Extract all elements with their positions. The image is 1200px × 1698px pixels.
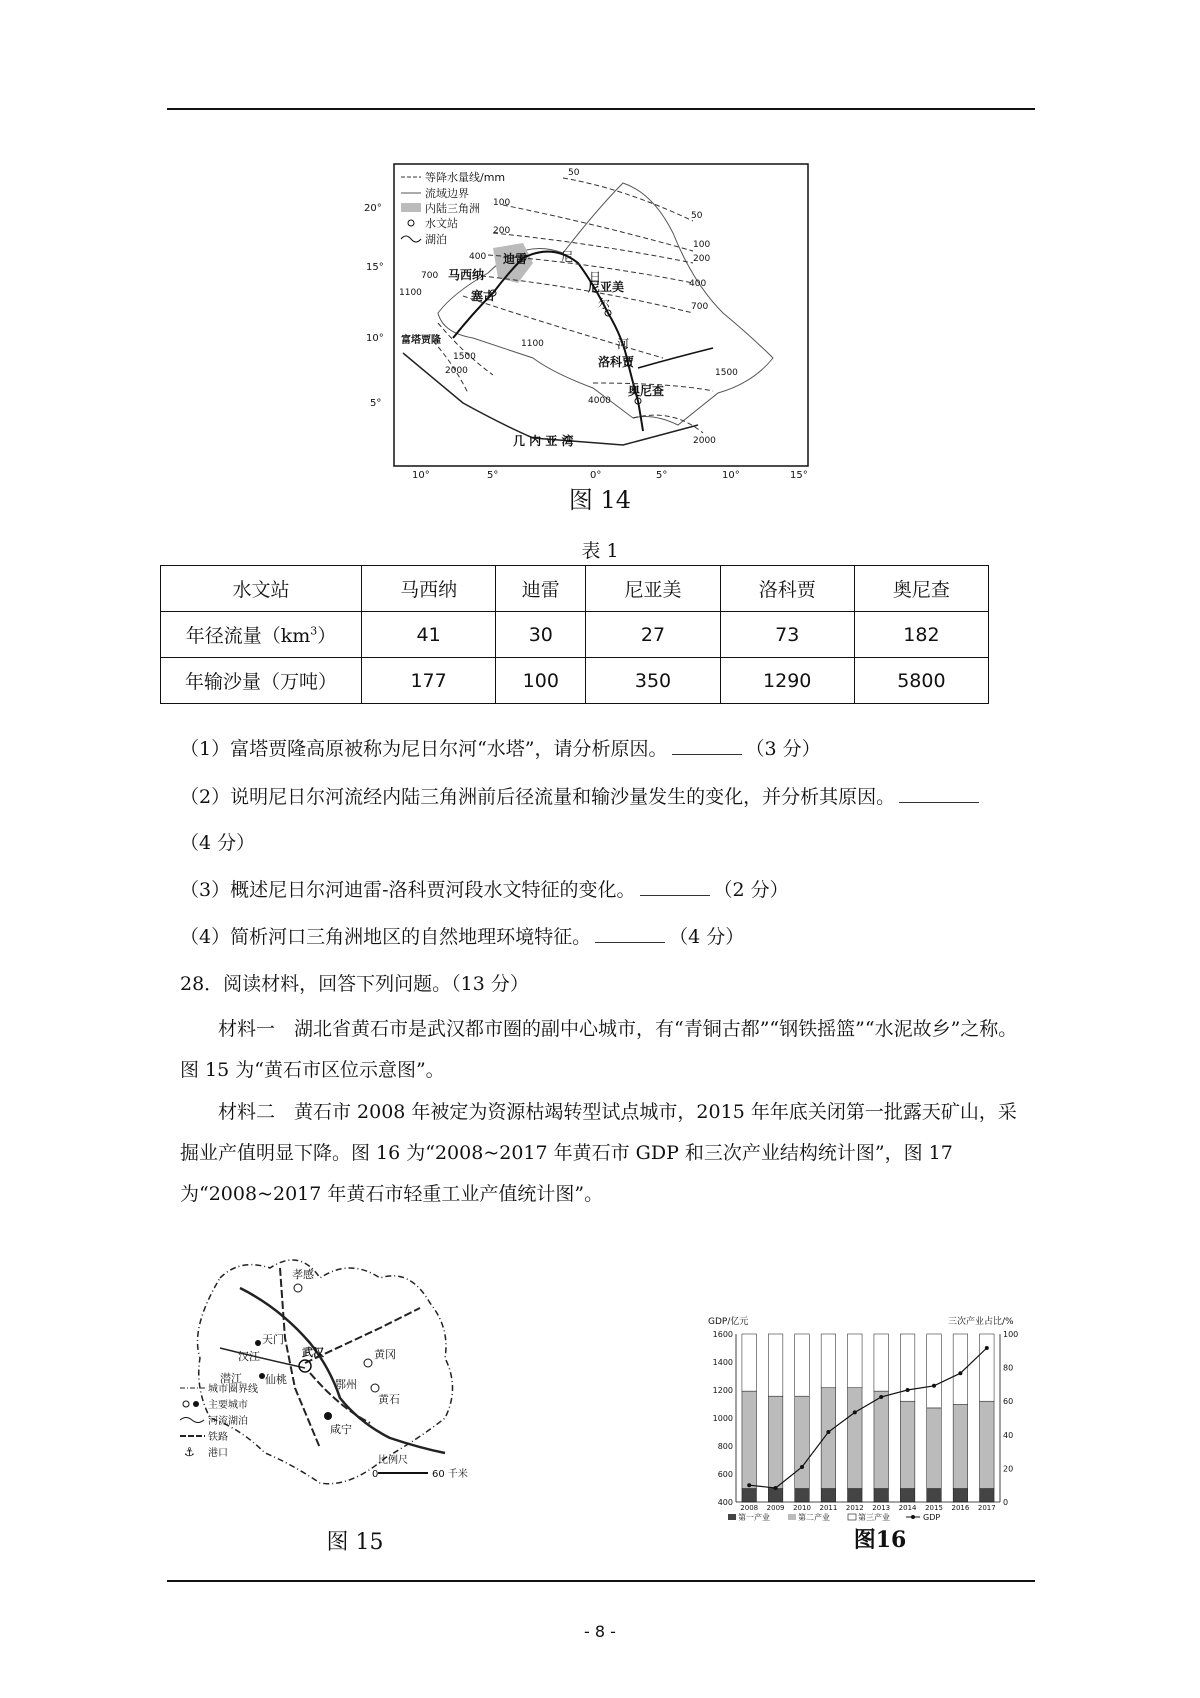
answer-blank[interactable] <box>595 924 665 943</box>
material-2: 材料二 黄石市 2008 年被定为资源枯竭转型试点城市，2015 年年底关闭第一批露天矿山，采掘业产值明显下降。图 16 为“2008~2017 年黄石市 GDP 和三次产业结构统计图”，图 17 为“2008~2017 年黄石市轻重工业产值统计图”。 <box>180 1101 1017 1205</box>
fig16-x-tick: 2012 <box>845 1504 864 1512</box>
fig16-x-tick: 2017 <box>977 1504 996 1512</box>
table-cell: 27 <box>586 612 720 658</box>
fig16-right-tick: 80 <box>1003 1363 1014 1373</box>
fig16-left-tick: 600 <box>717 1470 733 1479</box>
city-label: 咸宁 <box>330 1423 352 1436</box>
fig16-left-tick: 1200 <box>712 1386 733 1395</box>
fig14-map <box>393 163 809 467</box>
place-label: 塞古 <box>471 289 496 303</box>
fig14-legend-isohyet: 等降水量线/mm <box>425 171 506 184</box>
fig16-bar-primary <box>742 1489 757 1502</box>
isohyet-label: 200 <box>493 226 511 236</box>
fig16-bar-primary <box>927 1489 942 1502</box>
lon-label: 0° <box>590 470 602 481</box>
fig16-bar-secondary <box>795 1396 810 1488</box>
fig14-legend-boundary: 流域边界 <box>425 187 469 200</box>
fig16-bar-secondary <box>927 1408 942 1489</box>
scale-end: 60 千米 <box>432 1469 468 1480</box>
fig16-bar-primary <box>953 1489 968 1502</box>
fig16-left-tick: 1400 <box>712 1358 733 1367</box>
table-header-cell: 奥尼查 <box>854 566 988 612</box>
fig15-legend-city: 主要城市 <box>208 1400 248 1411</box>
place-label: 迪雷 <box>503 252 528 266</box>
isohyet-label: 1500 <box>715 368 738 378</box>
table-row-label: 年径流量$(km^3)$ <box>161 612 362 658</box>
fig16-bar-tertiary <box>848 1334 863 1388</box>
fig16-x-tick: 2008 <box>740 1504 759 1512</box>
lon-label: 5° <box>487 470 499 481</box>
place-label: 洛科贾 <box>598 355 635 369</box>
fig16-gdp-point <box>853 1410 857 1414</box>
fig16-caption: 图16 <box>853 1527 907 1553</box>
fig16-bar-secondary <box>980 1401 995 1488</box>
fig16-bar-primary <box>795 1489 810 1502</box>
fig16-gdp-line <box>749 1348 987 1488</box>
fig16-bar-tertiary <box>795 1334 810 1396</box>
isohyet-label: 200 <box>693 254 711 264</box>
place-label: 奥尼查 <box>628 384 665 398</box>
isohyet-label: 2000 <box>693 436 716 446</box>
table-row <box>161 658 989 704</box>
table-cell: 5800 <box>854 658 988 704</box>
city-label: 仙桃 <box>265 1373 287 1386</box>
fig16-gdp-point <box>774 1486 778 1490</box>
fig16-x-tick: 2009 <box>766 1504 785 1512</box>
table-cell: 1290 <box>720 658 854 704</box>
fig16-bar-tertiary <box>953 1334 968 1405</box>
table-header-cell: 水文站 <box>161 566 362 612</box>
lat-label-5: 5° <box>370 398 382 409</box>
sea-label: 几 内 亚 湾 <box>513 434 574 448</box>
table-header-row <box>161 566 989 612</box>
fig16-left-tick: 400 <box>717 1498 733 1507</box>
fig16-gdp-point <box>879 1395 883 1399</box>
table-header-cell: 洛科贾 <box>720 566 854 612</box>
fig16-right-tick: 0 <box>1003 1498 1009 1507</box>
fig16-bar-tertiary <box>821 1334 836 1388</box>
fig14-caption: 图 14 <box>568 486 632 514</box>
table-cell: 100 <box>496 658 586 704</box>
fig16-gdp-point <box>826 1430 830 1434</box>
fig16-bar-secondary <box>742 1391 757 1488</box>
fig16-left-axis-title: GDP/亿元 <box>708 1317 749 1327</box>
fig16-bar-secondary <box>953 1405 968 1489</box>
table-cell: 73 <box>720 612 854 658</box>
question-28-title: 28．阅读材料，回答下列问题。（13 分） <box>180 973 529 995</box>
fig16-bar-primary <box>821 1489 836 1502</box>
question-1: （1）富塔贾隆高原被称为尼日尔河“水塔”，请分析原因。 （3 分） <box>180 738 821 760</box>
isohyet-label: 400 <box>469 252 487 262</box>
fig15-map <box>180 1248 510 1518</box>
table1-caption: 表 1 <box>581 540 619 562</box>
anchor-icon: ⚓ <box>184 1445 195 1459</box>
fig16-x-tick: 2014 <box>898 1504 917 1512</box>
fig16-bar-tertiary <box>742 1334 757 1391</box>
material-1: 材料一 湖北省黄石市是武汉都市圈的副中心城市，有“青铜古都”“钢铁摇篮”“水泥故乡”之称。图 15 为“黄石市区位示意图”。 <box>180 1018 1018 1081</box>
footer-rule <box>167 1580 1035 1582</box>
fig16-bar-secondary <box>874 1391 889 1488</box>
lat-label-20: 20° <box>364 203 382 214</box>
lon-label: 15° <box>790 470 808 481</box>
fig16-bar-primary <box>874 1489 889 1502</box>
isohyet-label: 100 <box>693 240 711 250</box>
fig14-legend-delta: 内陆三角洲 <box>425 202 480 215</box>
isohyet-label: 1500 <box>453 352 476 362</box>
table-header-cell: 迪雷 <box>496 566 586 612</box>
fig16-bar-secondary <box>848 1388 863 1489</box>
city-label: 武汉 <box>302 1346 324 1359</box>
answer-blank[interactable] <box>640 877 710 896</box>
fig16-legend-tertiary: 第三产业 <box>858 1513 890 1522</box>
lat-label-10: 10° <box>366 333 384 344</box>
fig16-gdp-point <box>958 1371 962 1375</box>
fig16-gdp-point <box>906 1388 910 1392</box>
scale-zero: 0 <box>372 1469 379 1480</box>
question-2: （2）说明尼日尔河流经内陆三角洲前后径流量和输沙量发生的变化，并分析其原因。 <box>180 782 983 809</box>
city-label: 黄冈 <box>374 1348 396 1361</box>
city-label: 天门 <box>262 1333 284 1346</box>
river-char: 河 <box>617 337 630 351</box>
table-cell: 177 <box>362 658 496 704</box>
fig16-bar-tertiary <box>874 1334 889 1391</box>
fig16-bar-primary <box>900 1489 915 1502</box>
fig16-bar-secondary <box>768 1396 783 1488</box>
header-rule <box>167 108 1035 110</box>
isohyet-label: 1100 <box>399 288 422 298</box>
isohyet-label: 4000 <box>588 396 611 406</box>
river-char: 日 <box>589 270 602 284</box>
question-2-score: （4 分） <box>180 832 256 854</box>
city-label: 孝感 <box>292 1268 314 1281</box>
fig16-bar-tertiary <box>768 1334 783 1396</box>
question-3: （3）概述尼日尔河迪雷-洛科贾河段水文特征的变化。 （2 分） <box>180 879 789 901</box>
isohyet-label: 2000 <box>445 366 468 376</box>
fig15-caption: 图 15 <box>326 1530 384 1555</box>
answer-blank[interactable] <box>899 784 979 803</box>
fig16-x-tick: 2010 <box>793 1504 811 1512</box>
fig15-legend-boundary: 城市圈界线 <box>208 1384 258 1395</box>
fig15-legend-river: 河流湖泊 <box>208 1416 248 1427</box>
isohyet-label: 700 <box>421 271 439 281</box>
table1 <box>160 565 989 704</box>
fig16-x-tick: 2016 <box>951 1504 970 1512</box>
scale-title: 比例尺 <box>378 1455 408 1466</box>
river-char: 尼 <box>561 250 574 264</box>
lon-label: 10° <box>412 470 430 481</box>
table-row-label: 年输沙量（万吨） <box>161 658 362 704</box>
isohyet-label: 50 <box>691 211 703 221</box>
page-number: - 8 - <box>584 1622 616 1641</box>
fig16-chart <box>708 1314 1028 1524</box>
fig16-legend-gdp: GDP <box>923 1513 941 1522</box>
fig16-bar-primary <box>980 1489 995 1502</box>
fig16-right-tick: 20 <box>1003 1464 1014 1474</box>
isohyet-label: 100 <box>493 198 511 208</box>
fig16-bar-secondary <box>900 1401 915 1488</box>
fig16-legend-primary: 第一产业 <box>738 1513 770 1522</box>
isohyet-label: 400 <box>689 279 707 289</box>
fig16-bar-primary <box>848 1489 863 1502</box>
fig16-gdp-point <box>985 1346 989 1350</box>
table-cell: 41 <box>362 612 496 658</box>
fig16-right-tick: 60 <box>1003 1397 1014 1407</box>
fig16-right-axis-title: 三次产业占比/% <box>948 1317 1014 1327</box>
city-label: 潜江 <box>220 1372 242 1385</box>
fig16-gdp-point <box>800 1465 804 1469</box>
fig16-right-tick: 100 <box>1003 1330 1019 1339</box>
question-4: （4）简析河口三角洲地区的自然地理环境特征。 （4 分） <box>180 926 745 948</box>
place-label: 富塔贾隆 <box>401 335 441 346</box>
city-label: 鄂州 <box>335 1378 357 1391</box>
fig16-x-tick: 2015 <box>925 1504 943 1512</box>
fig16-x-tick: 2013 <box>872 1504 891 1512</box>
fig16-gdp-point <box>747 1483 751 1487</box>
fig16-left-tick: 1600 <box>712 1330 733 1339</box>
lat-label-15: 15° <box>366 262 384 273</box>
isohyet-label: 1100 <box>521 339 544 349</box>
fig16-right-tick: 40 <box>1003 1430 1014 1440</box>
fig15-legend-port: 港口 <box>208 1448 228 1459</box>
place-label: 尼亚美 <box>588 280 625 294</box>
table-cell: 182 <box>854 612 988 658</box>
fig16-left-tick: 1000 <box>712 1414 733 1423</box>
fig16-bar-tertiary <box>980 1334 995 1401</box>
isohyet-label: 50 <box>568 168 580 178</box>
fig16-bar-primary <box>768 1489 783 1502</box>
fig14-legend-station: 水文站 <box>425 217 458 230</box>
river-label: 汉江 <box>238 1350 260 1363</box>
lon-label: 10° <box>722 470 740 481</box>
table-row <box>161 612 989 658</box>
fig14-legend-lake: 湖泊 <box>425 233 447 246</box>
fig16-bar-tertiary <box>927 1334 942 1408</box>
city-label: 黄石 <box>378 1393 400 1406</box>
fig15-legend-rail: 铁路 <box>208 1432 228 1443</box>
table-cell: 30 <box>496 612 586 658</box>
fig16-legend-secondary: 第二产业 <box>798 1513 830 1522</box>
fig16-left-tick: 800 <box>717 1442 733 1451</box>
table-cell: 350 <box>586 658 720 704</box>
river-char: 尔 <box>598 297 611 311</box>
lon-label: 5° <box>656 470 668 481</box>
fig16-x-tick: 2011 <box>819 1504 838 1512</box>
place-label: 马西纳 <box>448 268 485 282</box>
answer-blank[interactable] <box>672 736 742 755</box>
table-header-cell: 尼亚美 <box>586 566 720 612</box>
fig16-gdp-point <box>932 1384 936 1388</box>
isohyet-label: 700 <box>691 302 709 312</box>
table-header-cell: 马西纳 <box>362 566 496 612</box>
